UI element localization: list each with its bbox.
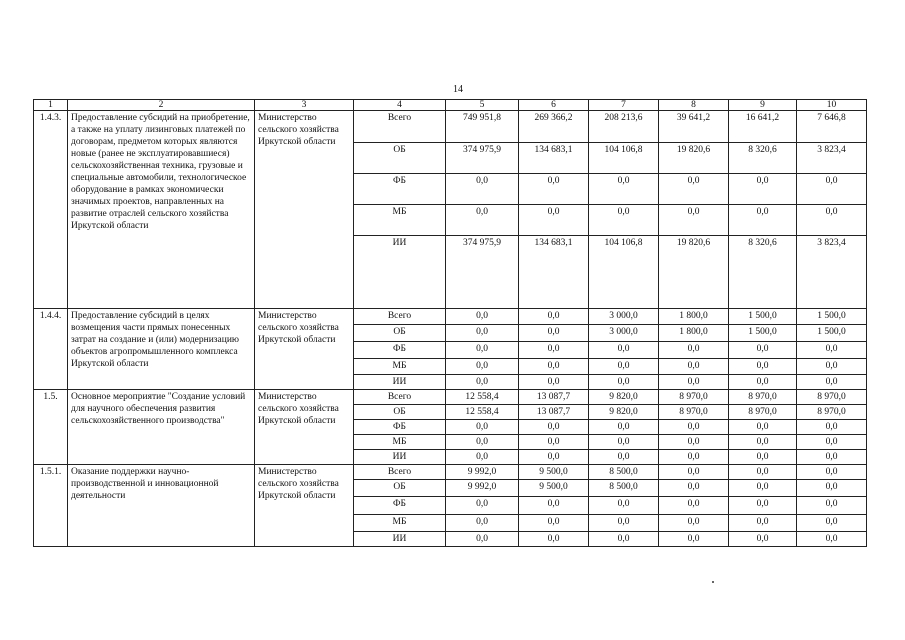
amount-cell: 8 500,0	[589, 480, 659, 497]
funding-source: ФБ	[354, 420, 446, 435]
responsible-executor: Министерство сельского хозяйства Иркутской области	[255, 465, 354, 547]
amount-cell: 0,0	[519, 450, 589, 465]
amount-cell: 8 970,0	[729, 405, 797, 420]
amount-cell: 0,0	[797, 174, 867, 205]
amount-cell: 0,0	[659, 420, 729, 435]
amount-cell: 0,0	[446, 359, 519, 375]
amount-cell: 9 500,0	[519, 480, 589, 497]
funding-source: ОБ	[354, 325, 446, 342]
amount-cell: 9 820,0	[589, 390, 659, 405]
amount-cell: 1 500,0	[797, 309, 867, 325]
amount-cell: 0,0	[797, 359, 867, 375]
amount-cell: 208 213,6	[589, 111, 659, 143]
amount-cell: 13 087,7	[519, 405, 589, 420]
amount-cell: 0,0	[797, 480, 867, 497]
amount-cell: 16 641,2	[729, 111, 797, 143]
amount-cell: 19 820,6	[659, 143, 729, 174]
amount-cell: 104 106,8	[589, 143, 659, 174]
column-number: 5	[446, 100, 519, 111]
amount-cell: 0,0	[589, 450, 659, 465]
column-number: 4	[354, 100, 446, 111]
funding-source: ФБ	[354, 497, 446, 515]
amount-cell: 0,0	[446, 342, 519, 359]
amount-cell: 749 951,8	[446, 111, 519, 143]
amount-cell: 0,0	[589, 532, 659, 547]
amount-cell: 0,0	[519, 309, 589, 325]
program-table	[33, 99, 867, 547]
amount-cell: 0,0	[729, 450, 797, 465]
column-number: 9	[729, 100, 797, 111]
amount-cell: 0,0	[659, 174, 729, 205]
amount-cell: 0,0	[446, 532, 519, 547]
amount-cell: 0,0	[659, 205, 729, 236]
table-row	[34, 309, 867, 325]
amount-cell: 9 820,0	[589, 405, 659, 420]
amount-cell: 0,0	[589, 342, 659, 359]
column-number: 8	[659, 100, 729, 111]
funding-source: МБ	[354, 515, 446, 532]
item-number: 1.5.	[34, 390, 68, 465]
amount-cell: 0,0	[519, 342, 589, 359]
item-number: 1.4.3.	[34, 111, 68, 309]
responsible-executor: Министерство сельского хозяйства Иркутской области	[255, 111, 354, 309]
amount-cell: 0,0	[729, 435, 797, 450]
amount-cell: 0,0	[797, 450, 867, 465]
funding-source: ОБ	[354, 143, 446, 174]
amount-cell: 8 320,6	[729, 236, 797, 309]
amount-cell: 8 970,0	[729, 390, 797, 405]
scan-speck	[712, 581, 714, 583]
column-number: 7	[589, 100, 659, 111]
amount-cell: 0,0	[519, 515, 589, 532]
funding-source: Всего	[354, 465, 446, 480]
amount-cell: 0,0	[797, 497, 867, 515]
amount-cell: 0,0	[659, 359, 729, 375]
amount-cell: 0,0	[446, 309, 519, 325]
amount-cell: 0,0	[446, 497, 519, 515]
amount-cell: 7 646,8	[797, 111, 867, 143]
amount-cell: 0,0	[797, 532, 867, 547]
amount-cell: 0,0	[729, 480, 797, 497]
amount-cell: 0,0	[797, 205, 867, 236]
amount-cell: 0,0	[589, 375, 659, 390]
amount-cell: 0,0	[589, 435, 659, 450]
amount-cell: 0,0	[729, 420, 797, 435]
amount-cell: 12 558,4	[446, 405, 519, 420]
amount-cell: 0,0	[519, 497, 589, 515]
column-number: 2	[68, 100, 255, 111]
amount-cell: 0,0	[797, 435, 867, 450]
amount-cell: 8 320,6	[729, 143, 797, 174]
amount-cell: 0,0	[519, 532, 589, 547]
amount-cell: 0,0	[446, 375, 519, 390]
amount-cell: 0,0	[729, 359, 797, 375]
amount-cell: 0,0	[519, 420, 589, 435]
amount-cell: 0,0	[446, 174, 519, 205]
amount-cell: 0,0	[797, 342, 867, 359]
amount-cell: 374 975,9	[446, 143, 519, 174]
column-number-row	[34, 100, 867, 111]
amount-cell: 0,0	[659, 532, 729, 547]
column-number: 3	[255, 100, 354, 111]
amount-cell: 104 106,8	[589, 236, 659, 309]
funding-source: ИИ	[354, 236, 446, 309]
amount-cell: 134 683,1	[519, 236, 589, 309]
amount-cell: 19 820,6	[659, 236, 729, 309]
amount-cell: 0,0	[659, 342, 729, 359]
amount-cell: 8 970,0	[797, 390, 867, 405]
amount-cell: 374 975,9	[446, 236, 519, 309]
amount-cell: 0,0	[797, 465, 867, 480]
amount-cell: 3 000,0	[589, 309, 659, 325]
amount-cell: 0,0	[659, 515, 729, 532]
amount-cell: 9 992,0	[446, 465, 519, 480]
amount-cell: 0,0	[589, 174, 659, 205]
amount-cell: 0,0	[589, 515, 659, 532]
amount-cell: 0,0	[659, 450, 729, 465]
funding-source: ИИ	[354, 450, 446, 465]
amount-cell: 0,0	[729, 465, 797, 480]
amount-cell: 0,0	[519, 174, 589, 205]
funding-source: МБ	[354, 359, 446, 375]
amount-cell: 0,0	[729, 515, 797, 532]
amount-cell: 269 366,2	[519, 111, 589, 143]
table-row	[34, 111, 867, 143]
item-name: Предоставление субсидий на приобретение, а также на уплату лизинговых платежей по договорам, предметом которых являются новые (ранее не эксплуатировавшиеся) сельскохозяйственная техника, грузовые и специальные автомобили, технологическое оборудование в рамках экономически значимых проектов, направленных на развитие отраслей сельского хозяйства Иркутской области	[68, 111, 255, 309]
amount-cell: 0,0	[797, 515, 867, 532]
item-name: Предоставление субсидий в целях возмещения части прямых понесенных затрат на создание и (или) модернизацию объектов агропромышленного комплекса Иркутской области	[68, 309, 255, 390]
amount-cell: 0,0	[729, 532, 797, 547]
amount-cell: 0,0	[446, 420, 519, 435]
amount-cell: 8 970,0	[659, 390, 729, 405]
responsible-executor: Министерство сельского хозяйства Иркутской области	[255, 390, 354, 465]
amount-cell: 0,0	[446, 450, 519, 465]
amount-cell: 1 800,0	[659, 325, 729, 342]
column-number: 10	[797, 100, 867, 111]
amount-cell: 8 970,0	[659, 405, 729, 420]
amount-cell: 134 683,1	[519, 143, 589, 174]
amount-cell: 1 500,0	[729, 309, 797, 325]
amount-cell: 9 500,0	[519, 465, 589, 480]
amount-cell: 0,0	[659, 375, 729, 390]
funding-source: МБ	[354, 435, 446, 450]
amount-cell: 0,0	[446, 435, 519, 450]
amount-cell: 8 970,0	[797, 405, 867, 420]
amount-cell: 0,0	[729, 497, 797, 515]
item-name: Оказание поддержки научно-производственной и инновационной деятельности	[68, 465, 255, 547]
amount-cell: 0,0	[729, 174, 797, 205]
amount-cell: 0,0	[659, 465, 729, 480]
table-row	[34, 390, 867, 405]
funding-source: Всего	[354, 390, 446, 405]
amount-cell: 0,0	[797, 375, 867, 390]
item-number: 1.4.4.	[34, 309, 68, 390]
amount-cell: 0,0	[519, 205, 589, 236]
amount-cell: 0,0	[589, 497, 659, 515]
amount-cell: 0,0	[589, 359, 659, 375]
amount-cell: 1 500,0	[729, 325, 797, 342]
funding-source: Всего	[354, 111, 446, 143]
amount-cell: 3 823,4	[797, 143, 867, 174]
amount-cell: 8 500,0	[589, 465, 659, 480]
amount-cell: 0,0	[519, 359, 589, 375]
responsible-executor: Министерство сельского хозяйства Иркутской области	[255, 309, 354, 390]
column-number: 6	[519, 100, 589, 111]
column-number: 1	[34, 100, 68, 111]
amount-cell: 0,0	[446, 205, 519, 236]
funding-source: Всего	[354, 309, 446, 325]
amount-cell: 0,0	[589, 420, 659, 435]
table-row	[34, 465, 867, 480]
funding-source: ОБ	[354, 480, 446, 497]
amount-cell: 0,0	[589, 205, 659, 236]
amount-cell: 9 992,0	[446, 480, 519, 497]
item-name: Основное мероприятие "Создание условий для научного обеспечения развития сельскохозяйственного производства"	[68, 390, 255, 465]
amount-cell: 3 823,4	[797, 236, 867, 309]
amount-cell: 0,0	[729, 342, 797, 359]
amount-cell: 0,0	[659, 480, 729, 497]
funding-source: ИИ	[354, 532, 446, 547]
amount-cell: 0,0	[519, 435, 589, 450]
amount-cell: 3 000,0	[589, 325, 659, 342]
amount-cell: 1 800,0	[659, 309, 729, 325]
amount-cell: 0,0	[446, 515, 519, 532]
funding-source: ИИ	[354, 375, 446, 390]
amount-cell: 0,0	[659, 435, 729, 450]
amount-cell: 0,0	[519, 375, 589, 390]
funding-source: МБ	[354, 205, 446, 236]
funding-source: ФБ	[354, 342, 446, 359]
amount-cell: 0,0	[797, 420, 867, 435]
page-number: 14	[453, 84, 463, 95]
funding-source: ФБ	[354, 174, 446, 205]
amount-cell: 0,0	[659, 497, 729, 515]
amount-cell: 0,0	[729, 375, 797, 390]
item-number: 1.5.1.	[34, 465, 68, 547]
amount-cell: 39 641,2	[659, 111, 729, 143]
funding-source: ОБ	[354, 405, 446, 420]
amount-cell: 0,0	[519, 325, 589, 342]
amount-cell: 12 558,4	[446, 390, 519, 405]
amount-cell: 13 087,7	[519, 390, 589, 405]
amount-cell: 0,0	[729, 205, 797, 236]
amount-cell: 1 500,0	[797, 325, 867, 342]
amount-cell: 0,0	[446, 325, 519, 342]
